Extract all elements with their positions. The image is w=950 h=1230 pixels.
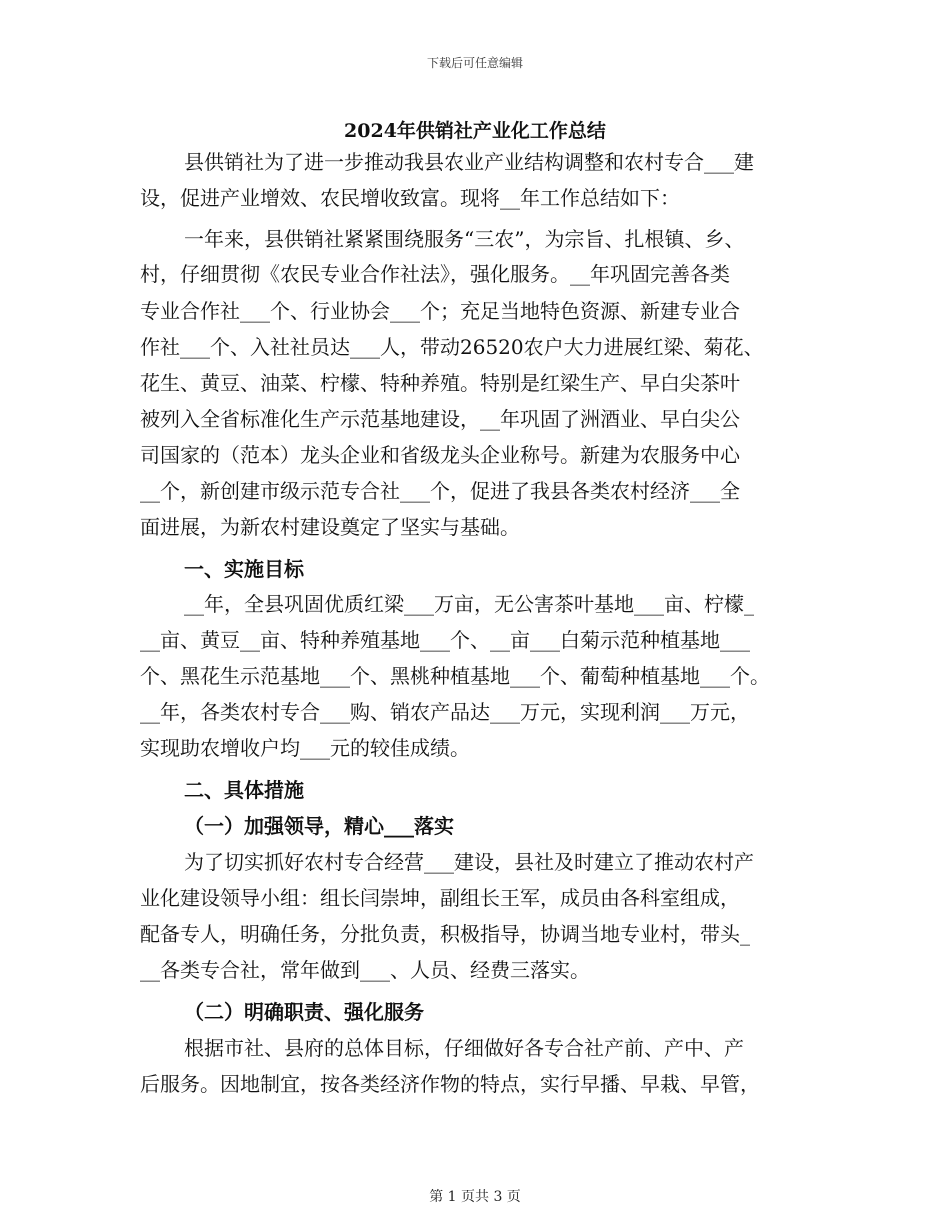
paragraph-line: __年，各类农村专合___购、销农产品达___万元，实现利润___万元，	[140, 700, 750, 724]
page-footer: 第 1 页共 3 页	[429, 1189, 521, 1205]
paragraph-line: 为了切实抓好农村专合经营___建设，县社及时建立了推动农村产	[184, 850, 754, 874]
paragraph-line: 被列入全省标准化生产示范基地建设，__年巩固了洲酒业、早白尖公	[140, 407, 740, 431]
paragraph-line: 后服务。因地制宜，按各类经济作物的特点，实行早播、早栽、早管，	[140, 1072, 760, 1096]
paragraph-line: __各类专合社，常年做到___、人员、经费三落实。	[140, 958, 590, 982]
paragraph-line: 业化建设领导小组：组长闫崇坤，副组长王军，成员由各科室组成，	[140, 886, 740, 910]
paragraph-line: 司国家的（范本）龙头企业和省级龙头企业称号。新建为农服务中心	[140, 443, 740, 467]
paragraph-line: 面进展，为新农村建设奠定了坚实与基础。	[140, 515, 520, 539]
paragraph-line: 一年来，县供销社紧紧围绕服务“三农”，为宗旨、扎根镇、乡、	[184, 227, 745, 251]
paragraph-line: 根据市社、县府的总体目标，仔细做好各专合社产前、产中、产	[184, 1036, 744, 1060]
paragraph-line: __个，新创建市级示范专合社___个，促进了我县各类农村经济___全	[140, 479, 740, 503]
paragraph-line: 实现助农增收户均___元的较佳成绩。	[140, 736, 470, 760]
paragraph-line: 设，促进产业增效、农民增收致富。现将__年工作总结如下：	[140, 186, 680, 210]
section-heading: 一、实施目标	[184, 557, 304, 581]
document-title: 2024年供销社产业化工作总结	[344, 120, 606, 142]
paragraph-line: 县供销社为了进一步推动我县农业产业结构调整和农村专合___建	[184, 150, 754, 174]
paragraph-line: 配备专人，明确任务，分批负责，积极指导，协调当地专业村，带头_	[140, 922, 750, 946]
section-heading: 二、具体措施	[184, 778, 304, 802]
paragraph-line: __年，全县巩固优质红梁___万亩，无公害茶叶基地___亩、柠檬_	[184, 592, 754, 616]
paragraph-line: 村，仔细贯彻《农民专业合作社法》，强化服务。__年巩固完善各类	[140, 262, 730, 286]
subsection-heading: （一）加强领导，精心___落实	[184, 814, 454, 838]
paragraph-line: __亩、黄豆__亩、特种养殖基地___个、__亩___白菊示范种植基地___	[140, 628, 750, 652]
subsection-heading: （二）明确职责、强化服务	[184, 1000, 424, 1024]
page-header: 下载后可任意编辑	[426, 56, 523, 70]
paragraph-line: 作社___个、入社社员达___人，带动26520农户大力进展红梁、菊花、	[140, 335, 764, 359]
paragraph-line: 专业合作社___个、行业协会___个；充足当地特色资源、新建专业合	[140, 299, 740, 323]
paragraph-line: 个、黑花生示范基地___个、黑桃种植基地___个、葡萄种植基地___个。	[140, 664, 770, 688]
paragraph-line: 花生、黄豆、油菜、柠檬、特种养殖。特别是红梁生产、早白尖茶叶	[140, 371, 740, 395]
